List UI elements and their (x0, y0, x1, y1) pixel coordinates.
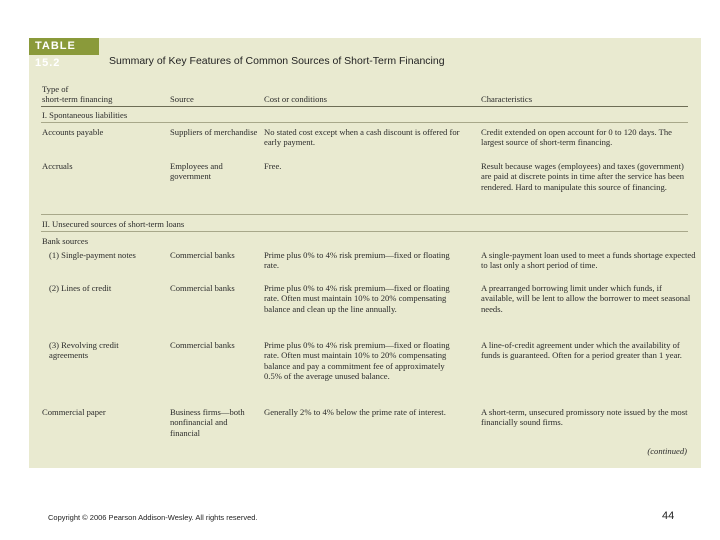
section-divider (41, 122, 688, 123)
row-commercial-paper-type: Commercial paper (42, 407, 106, 417)
continued-note: (continued) (647, 446, 687, 456)
row-lines-of-credit-cost: Prime plus 0% to 4% risk premium—fixed or floating rate. Often must maintain 10% to 20% compensating balance and clean up the line annually. (264, 283, 450, 314)
row-accruals-type: Accruals (42, 161, 73, 171)
row-commercial-paper-source: Business firms—both nonfinancial and financial (170, 407, 245, 438)
section-unsecured-loans: II. Unsecured sources of short-term loans (42, 219, 185, 229)
row-revolving-credit-cost: Prime plus 0% to 4% risk premium—fixed or floating rate. Often must maintain 10% to 20% compensating balance and pay a commitment fee of approximately 0.5% of the average unused balance. (264, 340, 450, 382)
row-commercial-paper-characteristics: A short-term, unsecured promissory note issued by the most financially sound firms. (481, 407, 688, 428)
row-accounts-payable-source: Suppliers of merchandise (170, 127, 258, 137)
row-accruals-cost: Free. (264, 161, 282, 171)
row-accruals-characteristics: Result because wages (employees) and taxes (government) are paid at discrete points in time after the service has been rendered. Hard to manipulate this source of financing. (481, 161, 685, 192)
header-cost: Cost or conditions (264, 94, 328, 104)
row-commercial-paper-cost: Generally 2% to 4% below the prime rate of interest. (264, 407, 446, 417)
row-accounts-payable-cost: No stated cost except when a cash discount is offered for early payment. (264, 127, 460, 148)
bank-sources-label: Bank sources (42, 236, 89, 246)
section-divider (41, 214, 688, 215)
row-accounts-payable-characteristics: Credit extended on open account for 0 to 120 days. The largest source of short-term financing. (481, 127, 673, 148)
row-lines-of-credit-source: Commercial banks (170, 283, 235, 293)
table-title: Summary of Key Features of Common Sources of Short-Term Financing (109, 55, 445, 67)
page-number: 44 (662, 510, 675, 522)
row-lines-of-credit-type: (2) Lines of credit (49, 283, 112, 293)
row-revolving-credit-type: (3) Revolving credit agreements (49, 340, 119, 361)
header-source: Source (170, 94, 194, 104)
row-revolving-credit-source: Commercial banks (170, 340, 235, 350)
copyright-text: Copyright © 2006 Pearson Addison-Wesley. All rights reserved. (48, 513, 258, 522)
row-single-payment-notes-cost: Prime plus 0% to 4% risk premium—fixed or floating rate. (264, 250, 450, 271)
table-panel (29, 38, 701, 468)
row-lines-of-credit-characteristics: A prearranged borrowing limit under which funds, if available, will be lent to allow the borrower to meet seasonal needs. (481, 283, 691, 314)
row-single-payment-notes-type: (1) Single-payment notes (49, 250, 136, 260)
header-type-line2: short-term financing (42, 94, 113, 104)
header-divider (41, 106, 688, 107)
table-tag: TABLE 15.2 (29, 38, 99, 55)
row-single-payment-notes-characteristics: A single-payment loan used to meet a funds shortage expected to last only a short period of time. (481, 250, 696, 271)
section-spontaneous-liabilities: I. Spontaneous liabilities (42, 110, 128, 120)
section-divider (41, 231, 688, 232)
header-type (42, 84, 112, 104)
row-single-payment-notes-source: Commercial banks (170, 250, 235, 260)
header-type-line1: Type of (42, 84, 69, 94)
row-revolving-credit-characteristics: A line-of-credit agreement under which the availability of funds is guaranteed. Often for a period greater than 1 year. (481, 340, 682, 361)
row-accounts-payable-type: Accounts payable (42, 127, 104, 137)
row-accruals-source: Employees and government (170, 161, 223, 182)
header-characteristics: Characteristics (481, 94, 533, 104)
